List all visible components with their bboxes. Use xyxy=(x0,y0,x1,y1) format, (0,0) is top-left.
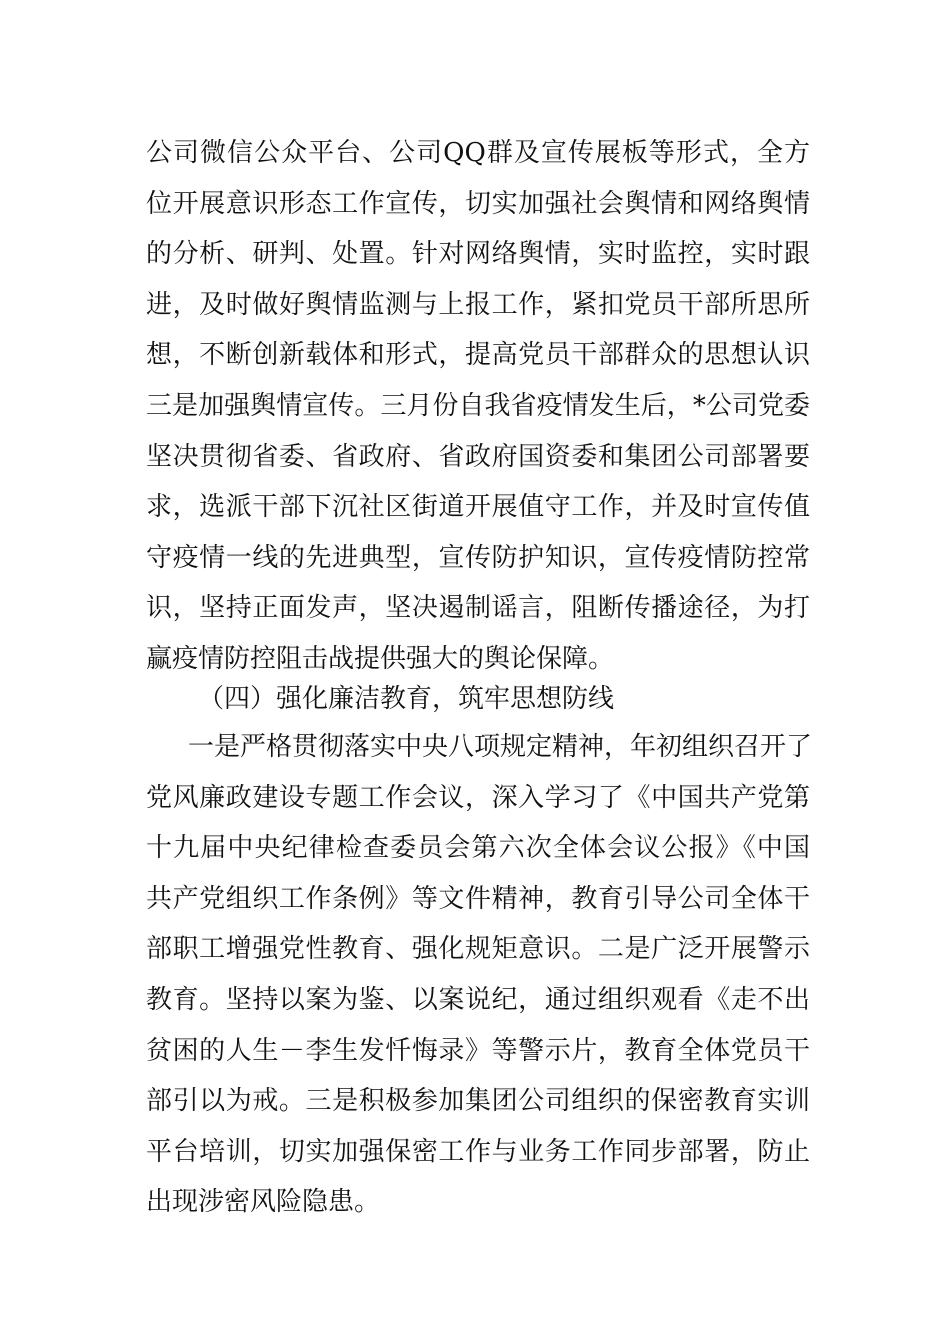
text-line: 守疫情一线的先进典型，宣传防护知识，宣传疫情防控常 xyxy=(146,542,810,573)
text-line: 公司微信公众平台、公司QQ群及宣传展板等形式，全方 xyxy=(146,138,810,168)
text-line: 求，选派干部下沉社区街道开展值守工作，并及时宣传值 xyxy=(146,492,810,523)
paragraph-integrity-education xyxy=(146,722,813,1228)
text-line: 进，及时做好舆情监测与上报工作，紧扣党员干部所思所 xyxy=(146,289,810,320)
text-line: 平台培训，切实加强保密工作与业务工作同步部署，防止 xyxy=(146,1136,810,1167)
text-line: 共产党组织工作条例》等文件精神，教育引导公司全体干 xyxy=(146,883,810,914)
text-line: 贫困的人生－李生发忏悔录》等警示片，教育全体党员干 xyxy=(146,1035,810,1066)
text-line: 部职工增强党性教育、强化规矩意识。二是广泛开展警示 xyxy=(146,934,810,965)
text-line: 位开展意识形态工作宣传，切实加强社会舆情和网络舆情 xyxy=(146,188,810,219)
text-line-last: 赢疫情防控阻击战提供强大的舆论保障。 xyxy=(146,643,615,674)
text-line-last: 出现涉密风险隐患。 xyxy=(146,1187,381,1218)
section-heading: （四）强化廉洁教育，筑牢思想防线 xyxy=(198,684,615,714)
text-line: 想，不断创新载体和形式，提高党员干部群众的思想认识 xyxy=(146,340,810,371)
text-line: 三是加强舆情宣传。三月份自我省疫情发生后，*公司党委 xyxy=(146,390,810,421)
text-line: 党风廉政建设专题工作会议，深入学习了《中国共产党第 xyxy=(146,782,810,813)
text-line: 教育。坚持以案为鉴、以案说纪，通过组织观看《走不出 xyxy=(146,984,810,1015)
text-line: 的分析、研判、处置。针对网络舆情，实时监控，实时跟 xyxy=(146,239,810,270)
paragraph-ideology-publicity xyxy=(146,128,810,685)
text-line-first: 一是严格贯彻落实中央八项规定精神，年初组织召开了 xyxy=(188,732,813,762)
text-line: 十九届中央纪律检查委员会第六次全体会议公报》《中国 xyxy=(146,833,810,864)
text-line: 坚决贯彻省委、省政府、省政府国资委和集团公司部署要 xyxy=(146,441,810,472)
text-line: 部引以为戒。三是积极参加集团公司组织的保密教育实训 xyxy=(146,1086,810,1117)
text-line: 识，坚持正面发声，坚决遏制谣言，阻断传播途径，为打 xyxy=(146,593,810,624)
